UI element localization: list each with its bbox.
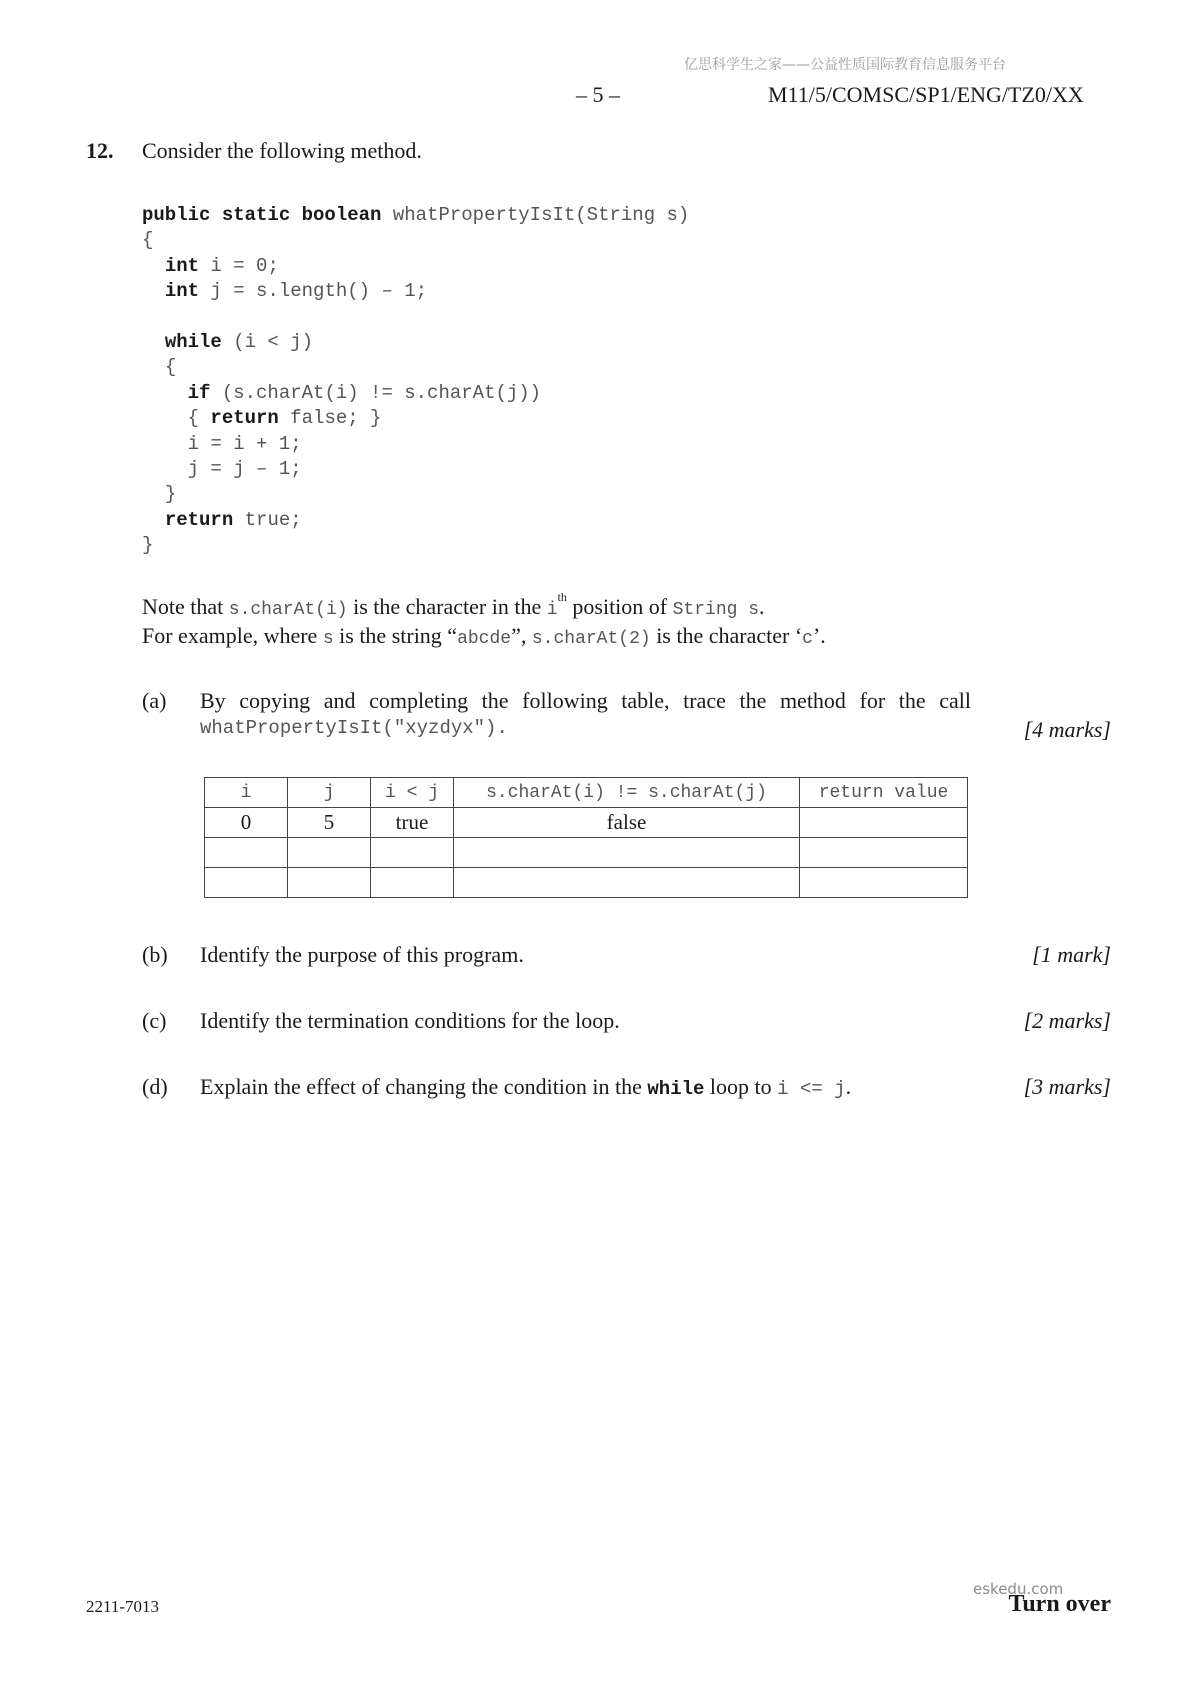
- table-cell: [454, 868, 800, 898]
- code-text: i = 0;: [199, 254, 279, 277]
- code-keyword: int: [164, 280, 200, 303]
- code-text: }: [164, 483, 177, 506]
- table-header-cell: return value: [800, 778, 968, 808]
- turn-over-label: Turn over: [1008, 1591, 1111, 1617]
- part-a-marks: [4 marks]: [1023, 717, 1111, 742]
- code-text: (i < j): [221, 331, 314, 354]
- trace-table: [204, 777, 968, 898]
- page-number: – 5 –: [576, 82, 620, 107]
- part-c-label: (c): [142, 1008, 167, 1033]
- question-number: 12.: [86, 138, 114, 163]
- note-code: abcde: [457, 629, 512, 649]
- table-cell: [800, 808, 968, 838]
- code-keyword: public static boolean: [142, 204, 382, 226]
- part-d-text-segment: .: [845, 1074, 852, 1099]
- table-row: [205, 868, 968, 898]
- note-code: c: [802, 629, 813, 649]
- code-block: [142, 203, 689, 559]
- question-intro: Consider the following method.: [142, 138, 422, 163]
- part-d-text-segment: loop to: [704, 1074, 778, 1099]
- table-header-row: [205, 778, 968, 808]
- part-a-label: (a): [142, 688, 167, 713]
- part-c-marks: [2 marks]: [1023, 1008, 1111, 1033]
- note-line-1: [142, 590, 765, 620]
- note-code: i: [546, 600, 558, 620]
- note-code: s.charAt(2): [531, 629, 651, 649]
- table-cell: 5: [288, 808, 371, 838]
- table-cell: [288, 838, 371, 868]
- code-text: {: [187, 407, 211, 430]
- part-c-text: Identify the termination conditions for the loop.: [200, 1008, 620, 1033]
- table-row: [205, 838, 968, 868]
- code-text: false; }: [278, 407, 382, 430]
- table-cell: [371, 838, 454, 868]
- note-text: position of: [566, 594, 673, 619]
- header-watermark: 亿思科学生之家——公益性质国际教育信息服务平台: [684, 57, 1006, 73]
- table-cell: [454, 838, 800, 868]
- table-header-cell: i < j: [371, 778, 454, 808]
- table-cell: [205, 838, 288, 868]
- note-text: ’.: [812, 623, 826, 648]
- table-cell: [205, 868, 288, 898]
- note-superscript: th: [557, 590, 567, 604]
- part-b-label: (b): [142, 942, 168, 967]
- note-text: ”,: [511, 623, 532, 648]
- code-text: {: [164, 356, 177, 379]
- code-keyword: return: [210, 407, 279, 430]
- table-cell: false: [454, 808, 800, 838]
- code-text: (s.charAt(i) != s.charAt(j)): [210, 381, 542, 404]
- table-header-cell: j: [288, 778, 371, 808]
- code-text: true;: [233, 508, 302, 531]
- note-text: is the character ‘: [650, 623, 803, 648]
- footer-code: 2211-7013: [86, 1597, 160, 1616]
- note-text: .: [759, 594, 765, 619]
- part-b-text: Identify the purpose of this program.: [200, 942, 524, 967]
- part-d-marks: [3 marks]: [1023, 1074, 1111, 1099]
- note-line-2: [142, 623, 826, 649]
- code-keyword: while: [164, 331, 222, 354]
- note-code: s: [322, 629, 334, 649]
- note-code: s.charAt(i): [228, 600, 348, 620]
- part-d-code: i <= j: [777, 1078, 846, 1100]
- part-a-code: whatPropertyIsIt("xyzdyx").: [200, 717, 508, 739]
- paper-code: M11/5/COMSC/SP1/ENG/TZ0/XX: [768, 82, 1084, 107]
- table-header-cell: s.charAt(i) != s.charAt(j): [454, 778, 800, 808]
- table-cell: true: [371, 808, 454, 838]
- table-cell: [288, 868, 371, 898]
- note-text: For example, where: [142, 623, 323, 648]
- code-text: i = i + 1;: [187, 432, 302, 455]
- note-text: is the character in the: [347, 594, 547, 619]
- part-b-marks: [1 mark]: [1032, 942, 1111, 967]
- part-d-text: [200, 1074, 851, 1100]
- table-cell: [800, 838, 968, 868]
- table-cell: [371, 868, 454, 898]
- code-text: {: [142, 229, 154, 252]
- note-code: String s: [672, 600, 760, 620]
- code-keyword: return: [164, 508, 234, 531]
- table-header-cell: i: [205, 778, 288, 808]
- table-cell: 0: [205, 808, 288, 838]
- note-text: Note that: [142, 594, 229, 619]
- table-cell: [800, 868, 968, 898]
- code-keyword: int: [164, 254, 200, 277]
- code-text: j = s.length() – 1;: [199, 280, 428, 303]
- code-text: }: [142, 534, 154, 557]
- part-d-label: (d): [142, 1074, 168, 1099]
- code-keyword: if: [187, 381, 211, 404]
- part-a-text: By copying and completing the following table, trace the method for the call: [200, 688, 971, 713]
- part-d-keyword: while: [647, 1078, 705, 1100]
- footer-watermark: eskedu.com: [973, 1580, 1064, 1598]
- code-text: whatPropertyIsIt(String s): [381, 204, 690, 226]
- part-d-text-segment: Explain the effect of changing the condition in the: [200, 1074, 648, 1099]
- code-text: j = j – 1;: [187, 458, 302, 481]
- note-text: is the string “: [333, 623, 458, 648]
- table-row: [205, 808, 968, 838]
